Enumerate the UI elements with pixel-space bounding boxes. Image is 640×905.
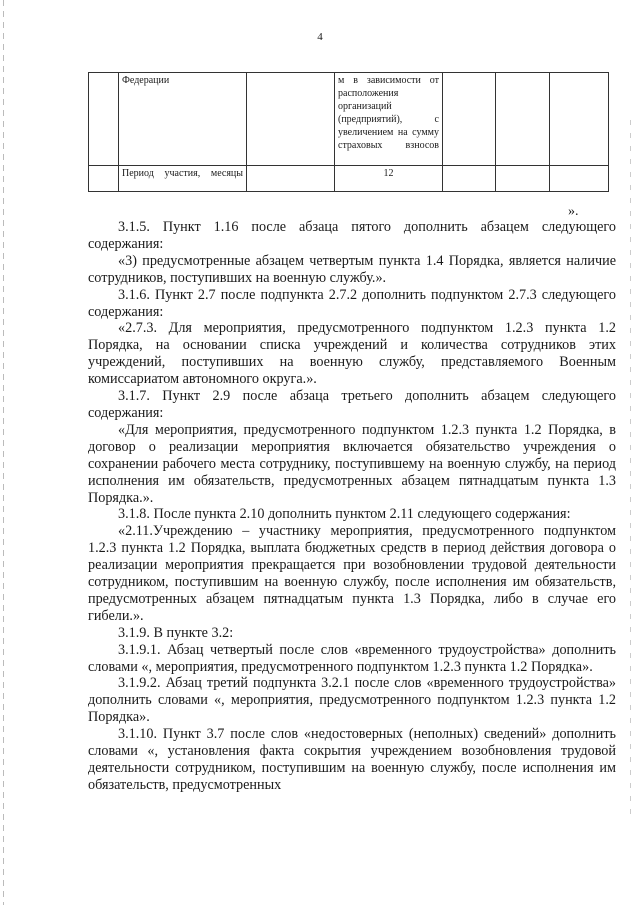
table-cell: [89, 166, 119, 192]
paragraph: 3.1.9.1. Абзац четвертый после слов «временного трудоустройства» дополнить словами «, мероприятия, предусмотренного подпунктом 1.2.3 пункта 1.2 Порядка».: [88, 641, 616, 675]
closing-quote: ».: [568, 204, 579, 219]
paragraph: 3.1.9. В пункте 3.2:: [118, 624, 234, 641]
document-body: [88, 219, 616, 794]
paragraph: 3.1.9.2. Абзац третий подпункта 3.2.1 после слов «временного трудоустройства» дополнить словами «, мероприятия, предусмотренного подпунктом 1.2.3 пункта 1.2 Порядка».: [88, 675, 616, 726]
table-cell: [247, 166, 335, 192]
paragraph: «2.11.Учреждению – участнику мероприятия, предусмотренного подпунктом 1.2.3 пункта 1.2 Порядка, выплата бюджетных средств в период действия договора о реализации мероприятия прекращается при возобновлении трудовой деятельности сотрудником, поступившим на военную службу, после исполнения им обязательств, предусмотренных абзацем пятнадцатым пункта 1.3 Порядка, либо в случае его гибели.».: [88, 523, 616, 624]
paragraph: 3.1.6. Пункт 2.7 после подпункта 2.7.2 дополнить подпунктом 2.7.3 следующего содержания:: [88, 286, 616, 320]
table-cell: 12: [335, 166, 443, 192]
table-cell: Период участия, месяцы: [119, 166, 247, 192]
table-cell: [443, 73, 496, 166]
table-cell: [247, 73, 335, 166]
table-cell: [496, 73, 550, 166]
paragraph: 3.1.8. После пункта 2.10 дополнить пунктом 2.11 следующего содержания:: [118, 506, 571, 523]
table-cell: [550, 166, 609, 192]
page-number: 4: [317, 31, 323, 43]
table-cell: [496, 166, 550, 192]
scan-edge-right: [630, 120, 631, 820]
table-fragment: [88, 72, 609, 192]
paragraph: 3.1.5. Пункт 1.16 после абзаца пятого дополнить абзацем следующего содержания:: [88, 219, 616, 252]
table-cell: [550, 73, 609, 166]
table-cell: [443, 166, 496, 192]
paragraph: «Для мероприятия, предусмотренного подпунктом 1.2.3 пункта 1.2 Порядка, в договор о реализации мероприятия включается обязательство учреждения о сохранении рабочего места сотруднику, поступившему на военную службу, на период исполнения им обязательств, предусмотренных абзацем пятнадцатым пункта 1.3 Порядка.».: [88, 421, 616, 506]
table-cell: м в зависимости от расположения организаций (предприятий), с увеличением на сумму страховых взносов: [335, 73, 443, 166]
table-cell: Федерации: [119, 73, 247, 166]
table-cell: [89, 73, 119, 166]
table-row: [89, 166, 609, 192]
paragraph: «3) предусмотренные абзацем четвертым пункта 1.4 Порядка, является наличие сотрудников, поступивших на военную службу.».: [88, 252, 616, 286]
scan-edge-left: [3, 0, 4, 905]
paragraph: «2.7.3. Для мероприятия, предусмотренного подпунктом 1.2.3 пункта 1.2 Порядка, на основании списка учреждений и количества сотрудников этих учреждений, поступивших на военную службу, представляемого Военным комиссариатом автономного округа.».: [88, 320, 616, 388]
paragraph: 3.1.7. Пункт 2.9 после абзаца третьего дополнить абзацем следующего содержания:: [88, 388, 616, 421]
table-row: [89, 73, 609, 166]
paragraph: 3.1.10. Пункт 3.7 после слов «недостоверных (неполных) сведений» дополнить словами «, установления факта сокрытия учреждением возобновления трудовой деятельности сотрудником, поступившим на военную службу, после исполнения им обязательств, предусмотренных: [88, 726, 616, 793]
